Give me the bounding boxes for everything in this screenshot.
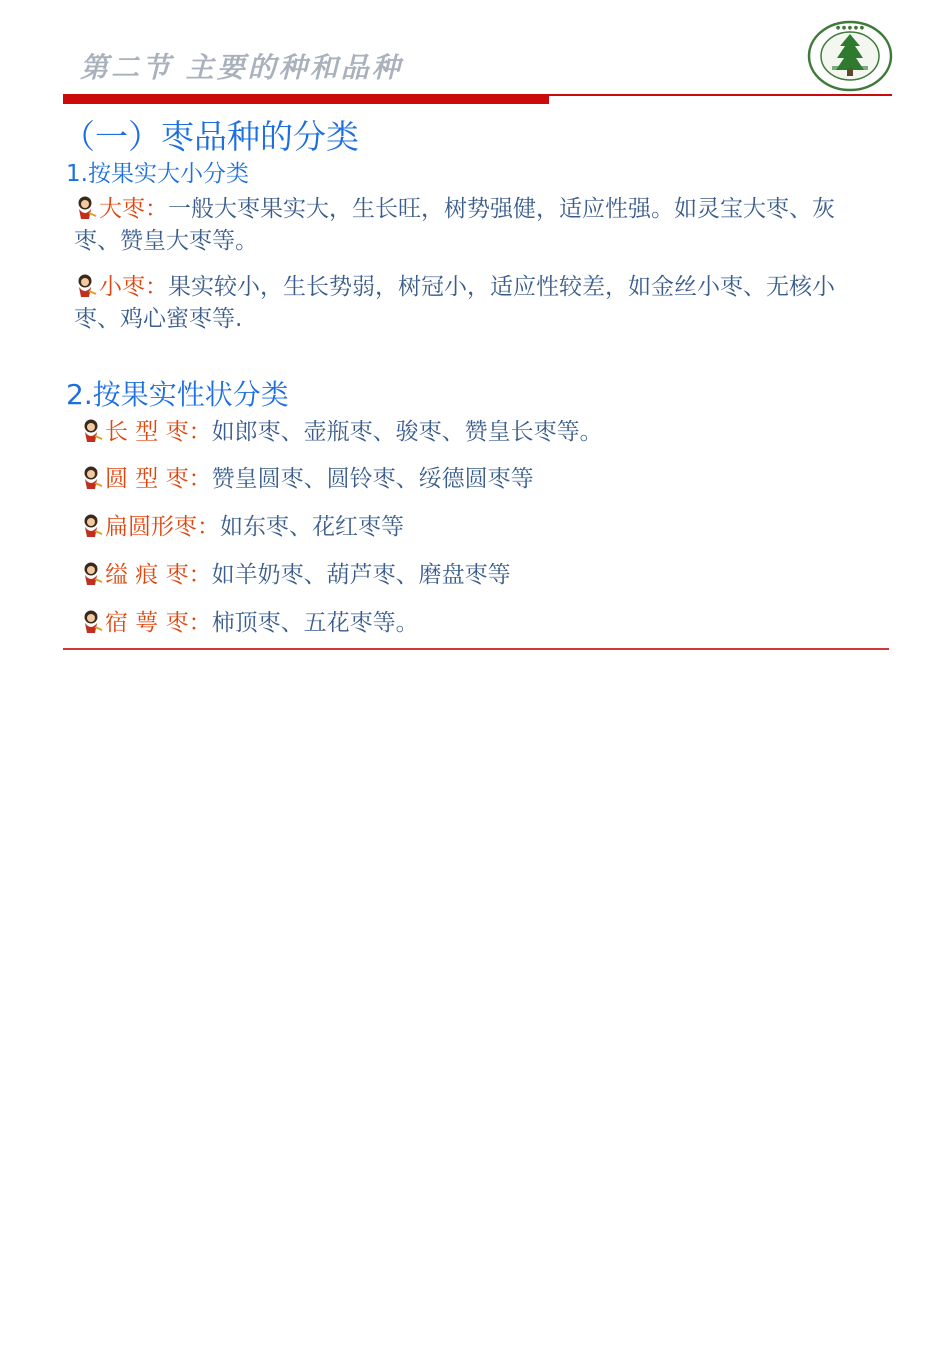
term-label: 大枣：: [99, 196, 168, 222]
item-description: 如东枣、花红枣等: [220, 514, 404, 540]
list-item: [80, 607, 419, 639]
mascot-bullet-icon: [80, 465, 104, 491]
mascot-bullet-icon: [74, 195, 98, 221]
svg-text:● ● ● ● ●: ● ● ● ● ●: [835, 25, 865, 31]
subheading-by-size: 1.按果实大小分类: [66, 161, 249, 187]
item-description: 如羊奶枣、葫芦枣、磨盘枣等: [211, 562, 511, 588]
mascot-bullet-icon: [80, 609, 104, 635]
list-item: [74, 193, 874, 257]
item-description: 果实较小，生长势弱，树冠小，适应性较差，如金丝小枣、无核小枣、鸡心蜜枣等.: [74, 274, 835, 332]
page-title: 第二节 主要的种和品种: [80, 51, 403, 84]
item-description: 柿顶枣、五花枣等。: [211, 610, 419, 636]
list-item: [74, 271, 874, 335]
item-description: 如郎枣、壶瓶枣、骏枣、赞皇长枣等。: [211, 419, 603, 445]
item-description: 一般大枣果实大，生长旺，树势强健，适应性强。如灵宝大枣、灰枣、赞皇大枣等。: [74, 196, 835, 254]
header-accent-bar: [63, 94, 549, 104]
list-item: [80, 416, 603, 448]
university-seal-logo: [806, 20, 894, 92]
mascot-bullet-icon: [80, 418, 104, 444]
term-label: 宿 萼 枣：: [105, 610, 212, 636]
list-item: [80, 559, 511, 591]
subheading-by-shape: 2.按果实性状分类: [66, 378, 289, 411]
term-label: 圆 型 枣：: [105, 466, 212, 492]
footer-rule: [63, 648, 889, 650]
mascot-bullet-icon: [74, 273, 98, 299]
term-label: 缢 痕 枣：: [105, 562, 212, 588]
mascot-bullet-icon: [80, 561, 104, 587]
item-description: 赞皇圆枣、圆铃枣、绥德圆枣等: [211, 466, 534, 492]
term-label: 小枣：: [99, 274, 168, 300]
term-label: 扁圆形枣：: [105, 514, 220, 540]
list-item: [80, 511, 404, 543]
mascot-bullet-icon: [80, 513, 104, 539]
header-rule: [549, 94, 892, 96]
section-heading: （一）枣品种的分类: [62, 117, 359, 156]
list-item: [80, 463, 534, 495]
term-label: 长 型 枣：: [105, 419, 212, 445]
